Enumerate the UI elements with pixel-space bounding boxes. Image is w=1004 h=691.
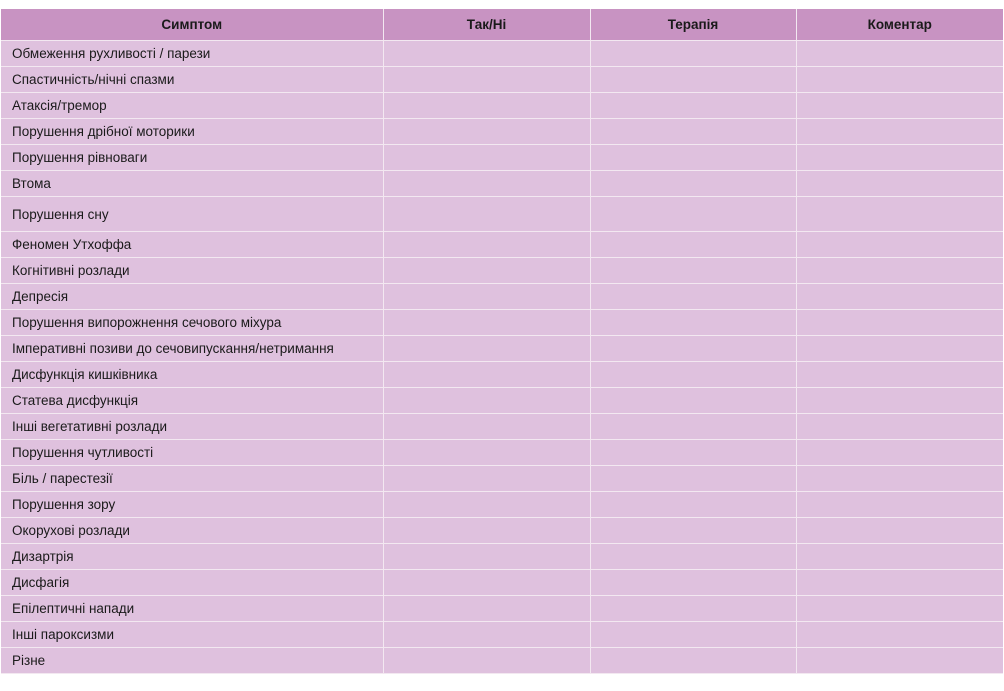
symptom-cell: Атаксія/тремор: [1, 93, 383, 119]
header-therapy: Терапія: [590, 9, 796, 41]
comment-cell[interactable]: [796, 622, 1003, 648]
therapy-cell[interactable]: [590, 570, 796, 596]
yes-no-cell[interactable]: [383, 466, 590, 492]
yes-no-cell[interactable]: [383, 492, 590, 518]
therapy-cell[interactable]: [590, 596, 796, 622]
therapy-cell[interactable]: [590, 544, 796, 570]
therapy-cell[interactable]: [590, 67, 796, 93]
yes-no-cell[interactable]: [383, 67, 590, 93]
table-row: [1, 414, 1003, 440]
yes-no-cell[interactable]: [383, 93, 590, 119]
yes-no-cell[interactable]: [383, 440, 590, 466]
comment-cell[interactable]: [796, 648, 1003, 674]
comment-cell[interactable]: [796, 67, 1003, 93]
symptom-cell: Порушення рівноваги: [1, 145, 383, 171]
symptom-cell: Депресія: [1, 284, 383, 310]
yes-no-cell[interactable]: [383, 518, 590, 544]
therapy-cell[interactable]: [590, 388, 796, 414]
symptom-cell: Обмеження рухливості / парези: [1, 41, 383, 67]
comment-cell[interactable]: [796, 41, 1003, 67]
table-row: [1, 232, 1003, 258]
therapy-cell[interactable]: [590, 145, 796, 171]
table-row: [1, 648, 1003, 674]
yes-no-cell[interactable]: [383, 336, 590, 362]
table-row: [1, 440, 1003, 466]
symptom-cell: Імперативні позиви до сечовипускання/нетримання: [1, 336, 383, 362]
table-row: [1, 388, 1003, 414]
table-row: [1, 93, 1003, 119]
symptom-cell: Порушення випорожнення сечового міхура: [1, 310, 383, 336]
therapy-cell[interactable]: [590, 258, 796, 284]
comment-cell[interactable]: [796, 232, 1003, 258]
table-row: [1, 492, 1003, 518]
yes-no-cell[interactable]: [383, 388, 590, 414]
table-row: [1, 41, 1003, 67]
yes-no-cell[interactable]: [383, 145, 590, 171]
yes-no-cell[interactable]: [383, 362, 590, 388]
table-row: [1, 466, 1003, 492]
header-symptom: Симптом: [1, 9, 383, 41]
table-row: [1, 258, 1003, 284]
therapy-cell[interactable]: [590, 197, 796, 232]
therapy-cell[interactable]: [590, 336, 796, 362]
symptom-cell: Біль / парестезії: [1, 466, 383, 492]
header-comment: Коментар: [796, 9, 1003, 41]
symptom-cell: Порушення чутливості: [1, 440, 383, 466]
comment-cell[interactable]: [796, 119, 1003, 145]
comment-cell[interactable]: [796, 362, 1003, 388]
yes-no-cell[interactable]: [383, 414, 590, 440]
yes-no-cell[interactable]: [383, 284, 590, 310]
comment-cell[interactable]: [796, 310, 1003, 336]
comment-cell[interactable]: [796, 171, 1003, 197]
symptom-cell: Спастичність/нічні спазми: [1, 67, 383, 93]
table-row: [1, 622, 1003, 648]
yes-no-cell[interactable]: [383, 41, 590, 67]
symptom-cell: Епілептичні напади: [1, 596, 383, 622]
therapy-cell[interactable]: [590, 440, 796, 466]
symptom-table: [1, 9, 1003, 674]
therapy-cell[interactable]: [590, 171, 796, 197]
table-row: [1, 596, 1003, 622]
comment-cell[interactable]: [796, 145, 1003, 171]
comment-cell[interactable]: [796, 492, 1003, 518]
yes-no-cell[interactable]: [383, 648, 590, 674]
comment-cell[interactable]: [796, 440, 1003, 466]
symptom-cell: Дисфагія: [1, 570, 383, 596]
symptom-cell: Дизартрія: [1, 544, 383, 570]
therapy-cell[interactable]: [590, 119, 796, 145]
therapy-cell[interactable]: [590, 414, 796, 440]
header-row: [1, 9, 1003, 41]
table-row: [1, 197, 1003, 232]
comment-cell[interactable]: [796, 93, 1003, 119]
therapy-cell[interactable]: [590, 648, 796, 674]
yes-no-cell[interactable]: [383, 596, 590, 622]
symptom-cell: Порушення дрібної моторики: [1, 119, 383, 145]
therapy-cell[interactable]: [590, 284, 796, 310]
yes-no-cell[interactable]: [383, 171, 590, 197]
therapy-cell[interactable]: [590, 518, 796, 544]
therapy-cell[interactable]: [590, 492, 796, 518]
yes-no-cell[interactable]: [383, 197, 590, 232]
comment-cell[interactable]: [796, 518, 1003, 544]
symptom-cell: Різне: [1, 648, 383, 674]
yes-no-cell[interactable]: [383, 119, 590, 145]
table-row: [1, 518, 1003, 544]
therapy-cell[interactable]: [590, 362, 796, 388]
symptom-cell: Втома: [1, 171, 383, 197]
table-row: [1, 67, 1003, 93]
symptom-cell: Інші пароксизми: [1, 622, 383, 648]
table-row: [1, 171, 1003, 197]
comment-cell[interactable]: [796, 570, 1003, 596]
table-body: [1, 41, 1003, 674]
table-row: [1, 119, 1003, 145]
symptom-cell: Окорухові розлади: [1, 518, 383, 544]
comment-cell[interactable]: [796, 336, 1003, 362]
symptom-cell: Дисфункція кишківника: [1, 362, 383, 388]
yes-no-cell[interactable]: [383, 232, 590, 258]
symptom-cell: Статева дисфункція: [1, 388, 383, 414]
yes-no-cell[interactable]: [383, 258, 590, 284]
comment-cell[interactable]: [796, 466, 1003, 492]
table-row: [1, 284, 1003, 310]
comment-cell[interactable]: [796, 258, 1003, 284]
symptom-cell: Порушення зору: [1, 492, 383, 518]
comment-cell[interactable]: [796, 544, 1003, 570]
table-row: [1, 570, 1003, 596]
comment-cell[interactable]: [796, 414, 1003, 440]
therapy-cell[interactable]: [590, 310, 796, 336]
comment-cell[interactable]: [796, 596, 1003, 622]
comment-cell[interactable]: [796, 197, 1003, 232]
table-row: [1, 336, 1003, 362]
therapy-cell[interactable]: [590, 41, 796, 67]
yes-no-cell[interactable]: [383, 570, 590, 596]
therapy-cell[interactable]: [590, 232, 796, 258]
yes-no-cell[interactable]: [383, 544, 590, 570]
table-row: [1, 145, 1003, 171]
therapy-cell[interactable]: [590, 93, 796, 119]
symptom-cell: Когнітивні розлади: [1, 258, 383, 284]
therapy-cell[interactable]: [590, 466, 796, 492]
symptom-cell: Порушення сну: [1, 197, 383, 232]
yes-no-cell[interactable]: [383, 310, 590, 336]
comment-cell[interactable]: [796, 284, 1003, 310]
table-row: [1, 362, 1003, 388]
table-row: [1, 310, 1003, 336]
header-yes-no: Так/Ні: [383, 9, 590, 41]
yes-no-cell[interactable]: [383, 622, 590, 648]
symptom-cell: Інші вегетативні розлади: [1, 414, 383, 440]
comment-cell[interactable]: [796, 388, 1003, 414]
table-row: [1, 544, 1003, 570]
therapy-cell[interactable]: [590, 622, 796, 648]
table-header: [1, 9, 1003, 41]
symptom-cell: Феномен Утхоффа: [1, 232, 383, 258]
